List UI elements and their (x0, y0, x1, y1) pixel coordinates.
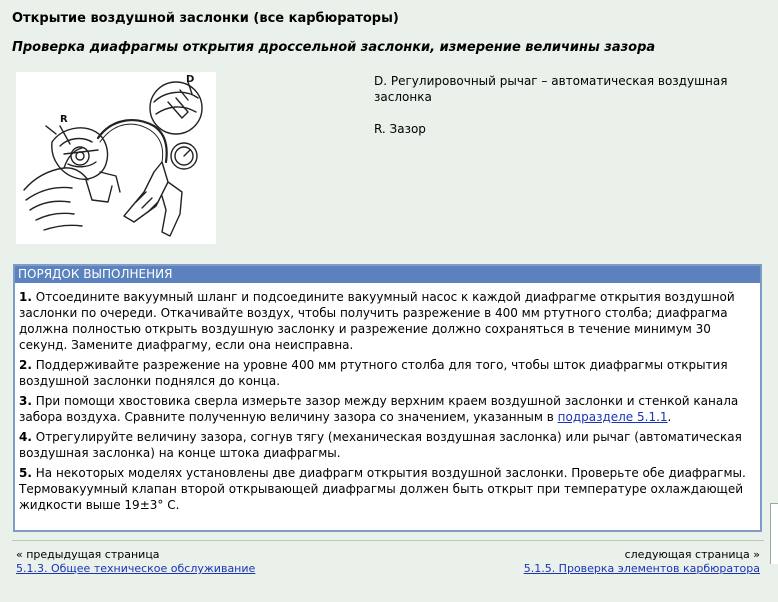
procedure-header: ПОРЯДОК ВЫПОЛНЕНИЯ (15, 266, 760, 283)
prev-arrow-icon: « (16, 548, 23, 561)
footer-divider (12, 540, 764, 541)
subsection-link[interactable]: подразделе 5.1.1 (557, 410, 668, 424)
scrollbar-edge[interactable] (770, 503, 778, 564)
page-subtitle: Проверка диафрагмы открытия дроссельной заслонки, измерение величины зазора (12, 40, 656, 55)
figure-legend (374, 73, 766, 153)
step-2 (19, 357, 756, 389)
step-text-end: . (667, 410, 672, 424)
step-text: Поддерживайте разрежение на уровне 400 мм ртутного столба для того, чтобы шток диафрагмы открытия воздушной заслонки поднялся до конца. (19, 358, 728, 388)
step-3 (19, 393, 756, 425)
prev-page-nav (16, 548, 255, 576)
step-number: 3. (19, 394, 32, 408)
step-text: При помощи хвостовика сверла измерьте зазор между верхним краем воздушной заслонки и стенкой канала забора воздуха. Сравните полученную величину зазора со значением, указанным в (19, 394, 739, 424)
step-number: 1. (19, 290, 32, 304)
procedure-steps (15, 283, 760, 513)
procedure-box (13, 264, 762, 532)
next-page-link[interactable]: 5.1.5. Проверка элементов карбюратора (523, 562, 760, 575)
legend-r: R. Зазор (374, 122, 426, 136)
label-r: R (60, 114, 68, 125)
prev-page-label: предыдущая страница (26, 548, 160, 561)
carburetor-diaphragm-illustration (16, 72, 216, 244)
step-number: 5. (19, 466, 32, 480)
next-page-nav (524, 548, 760, 576)
next-arrow-icon: » (753, 548, 760, 561)
legend-d: D. Регулировочный рычаг – автоматическая воздушная заслонка (374, 74, 728, 104)
page-title: Открытие воздушной заслонки (все карбюраторы) (12, 11, 399, 26)
illustration-drawing (16, 72, 216, 244)
step-text: Отрегулируйте величину зазора, согнув тягу (механическая воздушная заслонка) или рычаг (автоматическая воздушная заслонка) на конце штока диафрагмы. (19, 430, 742, 460)
next-page-label: следующая страница (624, 548, 750, 561)
prev-page-link[interactable]: 5.1.3. Общее техническое обслуживание (16, 562, 256, 575)
step-number: 2. (19, 358, 32, 372)
step-4 (19, 429, 756, 461)
step-text: На некоторых моделях установлены две диафрагм открытия воздушной заслонки. Проверьте обе диафрагмы. Термовакуумный клапан второй открывающей диафрагмы должен быть открыт при температуре охлаждающей жидкости выше 19±3° С. (19, 466, 746, 512)
step-number: 4. (19, 430, 32, 444)
step-1 (19, 289, 756, 353)
label-d: D (186, 74, 195, 85)
step-text: Отсоедините вакуумный шланг и подсоедините вакуумный насос к каждой диафрагме открытия воздушной заслонки по очереди. Откачивайте воздух, чтобы получить разрежение в 400 мм ртутного столба; диафрагма должна полностью открыть воздушную заслонку и разрежение должно сохраняться в течение минимум 30 секунд. Замените диафрагму, если она неисправна. (19, 290, 735, 352)
step-5 (19, 465, 756, 513)
